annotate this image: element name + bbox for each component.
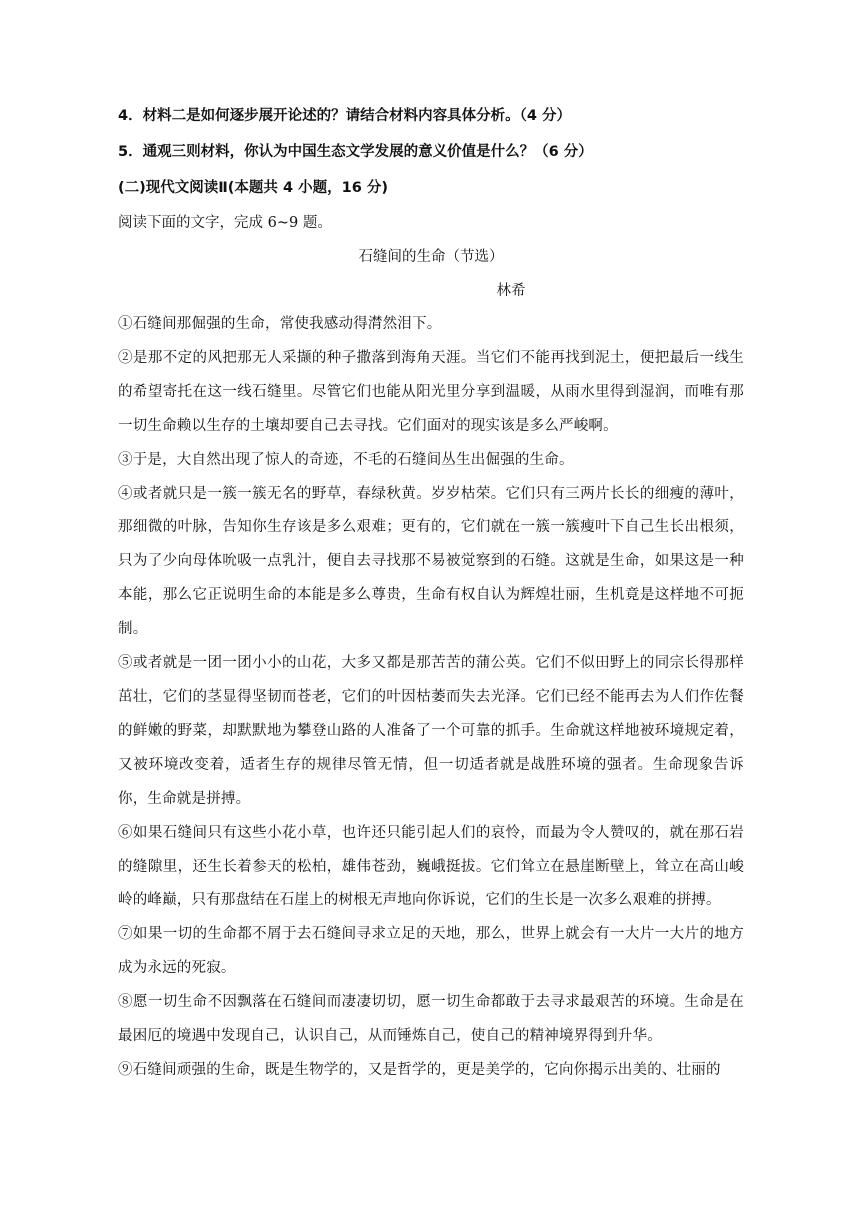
paragraph-6: ⑥如果石缝间只有这些小花小草，也许还只能引起人们的哀怜，而最为令人赞叹的，就在那石岩的缝隙里，还生长着参天的松柏，雄伟苍劲，巍峨挺拔。它们耸立在悬崖断壁上，耸立在高山峻岭的峰巅，只有那盘结在石崖上的树根无声地向你诉说，它们的生长是一次多么艰难的拼搏。: [118, 824, 744, 909]
section-header: (二)现代文阅读Ⅱ(本题共 4 小题，16 分): [118, 180, 388, 196]
paragraph-1: ①石缝间那倔强的生命，常使我感动得潸然泪下。: [118, 316, 442, 332]
paragraph-4: ④或者就只是一簇一簇无名的野草，春绿秋黄。岁岁枯荣。它们只有三两片长长的细瘦的薄叶，那细微的叶脉，告知你生存该是多么艰难；更有的，它们就在一簇一簇瘦叶下自己生长出根须，只为了少向母体吮吸一点乳汁，便自去寻找那不易被觉察到的石缝。这就是生命，如果这是一种本能，那么它正说明生命的本能是多么尊贵，生命有权自认为辉煌壮丽，生机竟是这样地不可扼制。: [118, 485, 744, 638]
reading-instruction: 阅读下面的文字，完成 6~9 题。: [118, 215, 332, 231]
article-author: 林希: [496, 283, 526, 299]
paragraph-9: ⑨石缝间顽强的生命，既是生物学的，又是哲学的，更是美学的，它向你揭示出美的、壮丽的: [118, 1061, 721, 1078]
paragraph-2: ②是那不定的风把那无人采撷的种子撒落到海角天涯。当它们不能再找到泥土，便把最后一线生的希望寄托在这一线石缝里。尽管它们也能从阳光里分享到温暖，从雨水里得到湿润，而唯有那一切生命赖以生存的土壤却要自己去寻找。它们面对的现实该是多么严峻啊。: [118, 349, 744, 434]
article-title: 石缝间的生命（节选）: [358, 249, 504, 265]
paragraph-7: ⑦如果一切的生命都不屑于去石缝间寻求立足的天地，那么，世界上就会有一大片一大片的地方成为永远的死寂。: [118, 926, 744, 977]
document-page: [118, 98, 744, 1088]
question-5: 5．通观三则材料，你认为中国生态文学发展的意义价值是什么？（6 分）: [118, 144, 593, 160]
paragraph-5: ⑤或者就是一团一团小小的山花，大多又都是那苦苦的蒲公英。它们不似田野上的同宗长得那样茁壮，它们的茎显得坚韧而苍老，它们的叶因枯萎而失去光泽。它们已经不能再去为人们作佐餐的鲜嫩的野菜，却默默地为攀登山路的人准备了一个可靠的抓手。生命就这样地被环境规定着，又被环境改变着，适者生存的规律尽管无情，但一切适者就是战胜环境的强者。生命现象告诉你，生命就是拼搏。: [118, 655, 744, 807]
question-4: 4．材料二是如何逐步展开论述的？请结合材料内容具体分析。（4 分）: [118, 108, 571, 124]
paragraph-8: ⑧愿一切生命不因飘落在石缝间而凄凄切切，愿一切生命都敢于去寻求最艰苦的环境。生命是在最困厄的境遇中发现自己，认识自己，从而锤炼自己，使自己的精神境界得到升华。: [118, 994, 744, 1045]
paragraph-3: ③于是，大自然出现了惊人的奇迹，不毛的石缝间丛生出倔强的生命。: [118, 451, 574, 468]
